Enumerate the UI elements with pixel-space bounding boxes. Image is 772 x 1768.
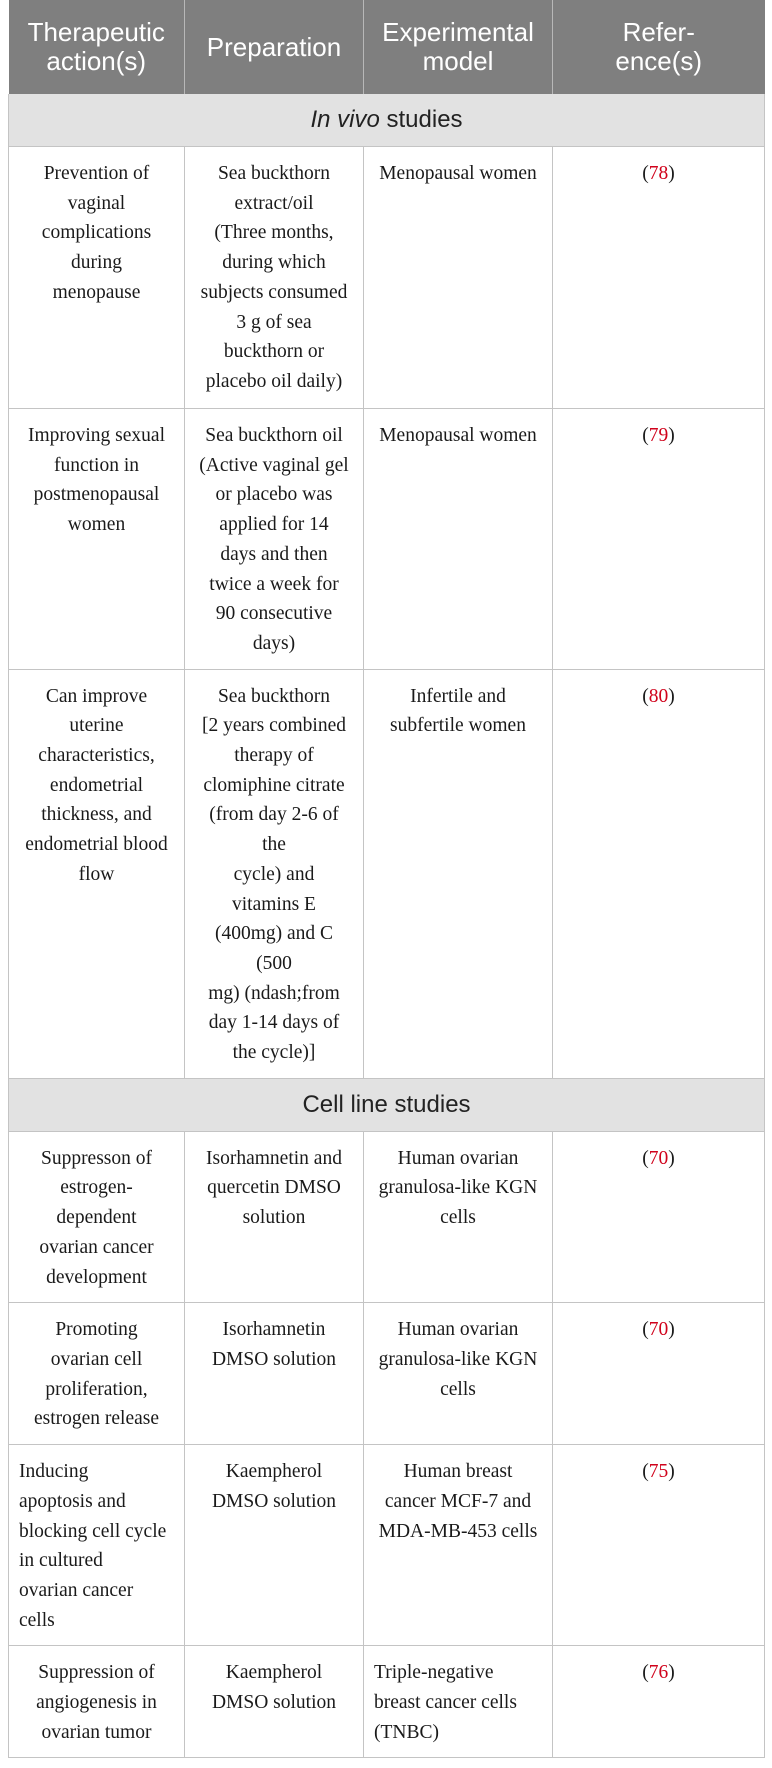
header-experimental-model bbox=[364, 0, 553, 94]
cell-line: MDA-MB-453 cells bbox=[378, 1520, 538, 1542]
cell-line: vitamins E bbox=[232, 893, 316, 915]
cell-line: Prevention of bbox=[43, 163, 150, 184]
ref-paren-close: ) bbox=[668, 425, 675, 446]
header-preparation bbox=[185, 0, 364, 94]
cell-line: Suppression of bbox=[38, 1662, 155, 1684]
cell-preparation bbox=[185, 409, 364, 670]
cell-line: days and then bbox=[220, 543, 328, 565]
cell-line: subjects consumed bbox=[200, 281, 348, 303]
cell-reference bbox=[553, 1445, 765, 1646]
cell-therapeutic-action bbox=[9, 1303, 185, 1445]
cell-line: cycle) and bbox=[233, 863, 315, 885]
data-table bbox=[8, 0, 765, 1758]
section-title-text: Cell line studies bbox=[302, 1090, 471, 1118]
ref-paren-close: ) bbox=[668, 163, 675, 184]
table-row bbox=[9, 1445, 765, 1646]
cell-line: Suppresson of bbox=[40, 1147, 153, 1169]
header-row bbox=[9, 0, 765, 94]
cell-line: cells bbox=[440, 1378, 476, 1400]
cell-line: development bbox=[46, 1266, 147, 1288]
ref-paren-close: ) bbox=[668, 1662, 675, 1684]
table-row bbox=[9, 1646, 765, 1758]
cell-line: (500 bbox=[256, 952, 292, 974]
cell-line: Sea buckthorn oil bbox=[205, 425, 343, 446]
cell-line: function in bbox=[53, 454, 140, 476]
cell-line: blocking cell cycle bbox=[19, 1520, 167, 1542]
cell-line: subfertile women bbox=[390, 715, 526, 737]
cell-line: women bbox=[67, 514, 126, 536]
cell-line: Menopausal women bbox=[379, 425, 537, 446]
section-title bbox=[9, 94, 765, 147]
cell-line: ovarian cell bbox=[50, 1348, 143, 1370]
cell-line: estrogen release bbox=[33, 1408, 160, 1430]
table-row bbox=[9, 1131, 765, 1303]
cell-line: or placebo was bbox=[215, 484, 333, 506]
cell-line: ovarian cancer bbox=[19, 1579, 134, 1601]
cell-reference bbox=[553, 409, 765, 670]
header-references bbox=[553, 0, 765, 94]
header-line: model bbox=[422, 46, 494, 76]
cell-line: characteristics, bbox=[38, 745, 155, 767]
cell-line: (Active vaginal gel bbox=[199, 454, 349, 476]
header-therapeutic-action bbox=[9, 0, 185, 94]
cell-line: the bbox=[262, 834, 286, 856]
cell-reference bbox=[553, 1646, 765, 1758]
cell-line: uterine bbox=[69, 715, 124, 737]
cell-experimental-model bbox=[364, 669, 553, 1078]
table-row bbox=[9, 147, 765, 409]
cell-line: DMSO solution bbox=[211, 1348, 337, 1370]
cell-line: endometrial bbox=[49, 774, 144, 796]
cell-therapeutic-action bbox=[9, 1445, 185, 1646]
section-header-row bbox=[9, 1078, 765, 1131]
header-line: Preparation bbox=[206, 31, 342, 62]
cell-line: cancer MCF-7 and bbox=[384, 1490, 532, 1512]
ref-paren-open: ( bbox=[642, 1319, 649, 1341]
cell-line: Triple-negative bbox=[374, 1662, 494, 1684]
cell-line: Menopausal women bbox=[379, 163, 537, 184]
ref-paren-close: ) bbox=[668, 685, 675, 707]
header-line: Experimental bbox=[382, 17, 534, 47]
cell-experimental-model bbox=[364, 147, 553, 409]
cell-line: Human ovarian bbox=[397, 1319, 519, 1341]
cell-line: Kaempherol bbox=[225, 1662, 323, 1684]
cell-line: (from day 2-6 of bbox=[209, 804, 339, 826]
ref-paren-open: ( bbox=[642, 1662, 649, 1684]
cell-line: (400mg) and C bbox=[214, 923, 334, 945]
section-title-italic: In vivo bbox=[310, 106, 380, 133]
ref-paren-open: ( bbox=[642, 685, 649, 707]
cell-preparation bbox=[185, 1445, 364, 1646]
cell-line: quercetin DMSO bbox=[207, 1177, 341, 1199]
cell-line: twice a week for bbox=[209, 573, 339, 595]
ref-paren-open: ( bbox=[642, 425, 649, 446]
cell-preparation bbox=[185, 1646, 364, 1758]
cell-line: during bbox=[71, 252, 122, 274]
cell-line: estrogen- bbox=[60, 1177, 133, 1199]
cell-line: proliferation, bbox=[45, 1378, 148, 1400]
cell-line: Isorhamnetin bbox=[222, 1319, 326, 1341]
ref-paren-open: ( bbox=[642, 163, 649, 184]
cell-line: mg) (ndash;from bbox=[208, 982, 340, 1004]
cell-experimental-model bbox=[364, 409, 553, 670]
header-line: Therapeutic bbox=[27, 17, 165, 47]
cell-line: clomiphine citrate bbox=[203, 774, 345, 796]
cell-line: Can improve bbox=[45, 685, 148, 707]
reference-link[interactable]: 70 bbox=[648, 1147, 669, 1169]
table-row bbox=[9, 409, 765, 670]
cell-preparation bbox=[185, 1303, 364, 1445]
cell-experimental-model bbox=[364, 1131, 553, 1303]
cell-line: applied for 14 bbox=[219, 514, 329, 536]
cell-line: Promoting bbox=[55, 1319, 138, 1341]
cell-experimental-model bbox=[364, 1303, 553, 1445]
cell-line: breast cancer cells bbox=[374, 1692, 517, 1714]
reference-link[interactable]: 78 bbox=[648, 163, 669, 184]
cell-line: angiogenesis in bbox=[36, 1692, 157, 1714]
cell-preparation bbox=[185, 1131, 364, 1303]
cell-reference bbox=[553, 669, 765, 1078]
ref-paren-close: ) bbox=[668, 1461, 675, 1483]
cell-line: Human ovarian bbox=[397, 1147, 519, 1169]
cell-line: ovarian tumor bbox=[41, 1721, 152, 1743]
reference-link[interactable]: 80 bbox=[648, 685, 669, 707]
cell-line: days) bbox=[252, 632, 296, 654]
reference-link[interactable]: 70 bbox=[648, 1319, 669, 1341]
cell-line: (Three months, bbox=[214, 222, 334, 244]
section-title bbox=[9, 1078, 765, 1131]
cell-line: flow bbox=[78, 863, 115, 885]
cell-line: Improving sexual bbox=[27, 425, 165, 446]
cell-preparation bbox=[185, 147, 364, 409]
cell-line: therapy of bbox=[234, 745, 314, 767]
cell-line: granulosa-like KGN bbox=[378, 1348, 538, 1370]
ref-paren-close: ) bbox=[668, 1147, 675, 1169]
cell-preparation bbox=[185, 669, 364, 1078]
cell-line: Kaempherol bbox=[225, 1461, 323, 1483]
cell-therapeutic-action bbox=[9, 1131, 185, 1303]
cell-line: Sea buckthorn bbox=[217, 685, 331, 707]
cell-line: placebo oil daily) bbox=[205, 370, 343, 392]
ref-paren-close: ) bbox=[668, 1319, 675, 1341]
cell-line: solution bbox=[242, 1207, 306, 1229]
cell-line: during which bbox=[222, 252, 326, 274]
ref-paren-open: ( bbox=[642, 1147, 649, 1169]
cell-line: vaginal bbox=[67, 192, 126, 214]
reference-link[interactable]: 79 bbox=[648, 425, 669, 446]
cell-line: Infertile and bbox=[410, 685, 506, 707]
cell-line: buckthorn or bbox=[223, 341, 325, 363]
section-header-row bbox=[9, 94, 765, 147]
section-title-text: studies bbox=[379, 106, 463, 133]
cell-line: DMSO solution bbox=[211, 1490, 337, 1512]
cell-reference bbox=[553, 1131, 765, 1303]
cell-therapeutic-action bbox=[9, 669, 185, 1078]
header-line: ence(s) bbox=[615, 46, 703, 76]
cell-line: Sea buckthorn bbox=[217, 163, 331, 184]
cell-line: day 1-14 days of bbox=[208, 1012, 340, 1034]
cell-line: thickness, and bbox=[41, 804, 152, 826]
cell-line: ovarian cancer bbox=[39, 1236, 154, 1258]
cell-line: extract/oil bbox=[234, 192, 314, 214]
reference-link[interactable]: 76 bbox=[648, 1662, 669, 1684]
reference-link[interactable]: 75 bbox=[648, 1461, 669, 1483]
cell-therapeutic-action bbox=[9, 409, 185, 670]
cell-line: [2 years combined bbox=[201, 715, 347, 737]
cell-line: the cycle)] bbox=[232, 1042, 316, 1064]
cell-line: dependent bbox=[56, 1207, 137, 1229]
cell-line: menopause bbox=[52, 281, 141, 303]
cell-line: cells bbox=[19, 1609, 55, 1631]
cell-line: cells bbox=[440, 1207, 476, 1229]
cell-experimental-model bbox=[364, 1445, 553, 1646]
cell-line: DMSO solution bbox=[211, 1692, 337, 1714]
cell-line: complications bbox=[41, 222, 152, 244]
cell-therapeutic-action bbox=[9, 1646, 185, 1758]
cell-line: endometrial blood bbox=[25, 834, 168, 856]
ref-paren-open: ( bbox=[642, 1461, 649, 1483]
cell-experimental-model bbox=[364, 1646, 553, 1758]
cell-reference bbox=[553, 1303, 765, 1445]
cell-line: postmenopausal bbox=[33, 484, 160, 506]
table-row bbox=[9, 1303, 765, 1445]
cell-line: granulosa-like KGN bbox=[378, 1177, 538, 1199]
cell-reference bbox=[553, 147, 765, 409]
cell-therapeutic-action bbox=[9, 147, 185, 409]
cell-line: apoptosis and bbox=[19, 1490, 126, 1512]
cell-line: Inducing bbox=[19, 1461, 89, 1483]
cell-line: in cultured bbox=[19, 1550, 103, 1572]
header-line: Refer- bbox=[622, 17, 695, 47]
cell-line: (TNBC) bbox=[374, 1721, 439, 1743]
cell-line: Human breast bbox=[403, 1461, 513, 1483]
cell-line: Isorhamnetin and bbox=[206, 1147, 342, 1169]
table-row bbox=[9, 669, 765, 1078]
cell-line: 90 consecutive bbox=[215, 603, 333, 625]
header-line: action(s) bbox=[46, 46, 147, 76]
cell-line: 3 g of sea bbox=[236, 311, 312, 333]
